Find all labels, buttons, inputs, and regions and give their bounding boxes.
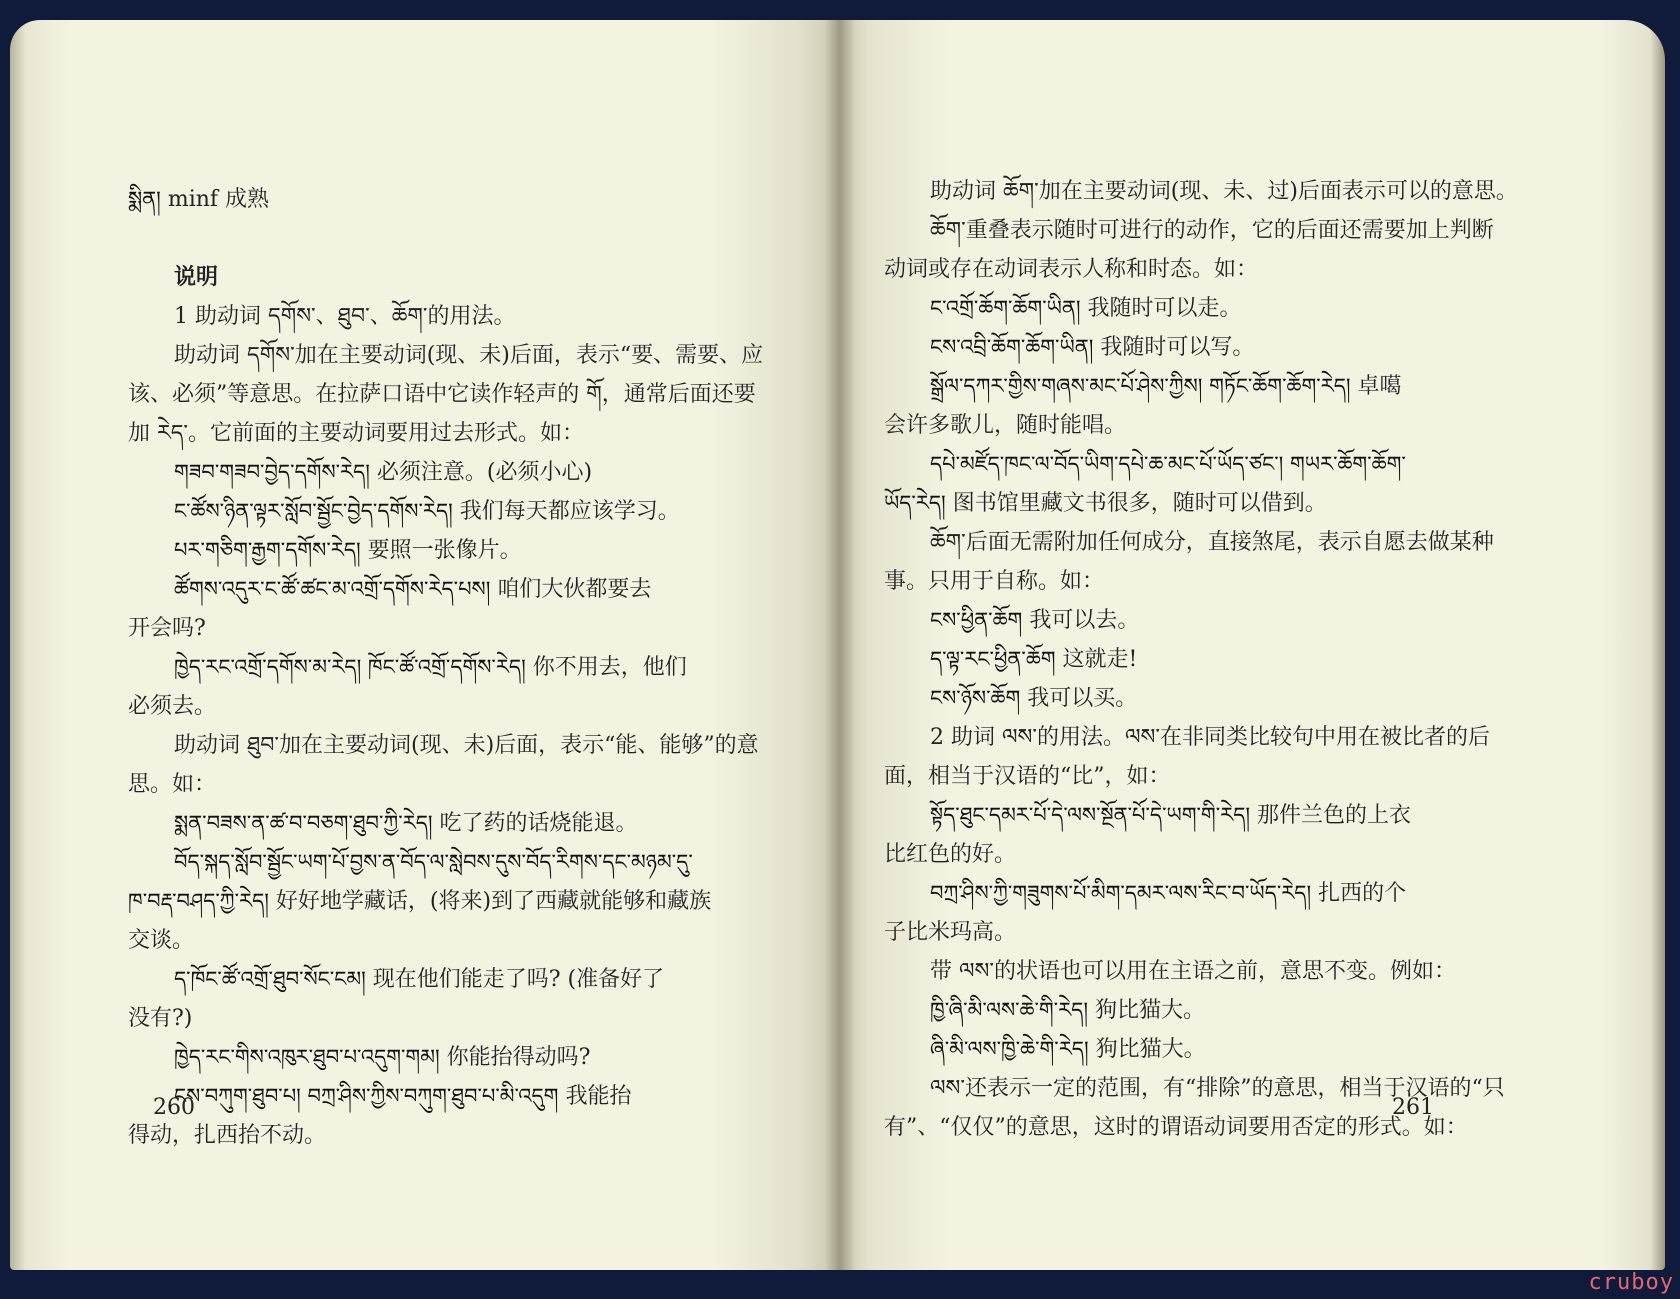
tibetan-text: ངས་བཀུག་ཐུབ་པ། བཀྲ་ཤིས་ཀྱིས་བཀུག་ཐུབ་པ་མི་འདུག — [174, 1084, 559, 1108]
chinese-text: 你不用去，他们 — [525, 655, 687, 680]
chinese-text: 扎西的个 — [1311, 881, 1407, 906]
right-page — [840, 20, 1665, 1270]
chinese-text: 卓噶 — [1350, 374, 1402, 399]
chinese-text: 助动词 དགོས་加在主要动词(现、未)后面，表示“要、需要、应 — [174, 343, 764, 368]
chinese-text: 图书馆里藏文书很多，随时可以借到。 — [945, 491, 1327, 516]
tibetan-text: ཁྱེད་རང་གིས་འཁུར་ཐུབ་པ་འདུག་གམ། — [174, 1045, 440, 1069]
chinese-text: minf 成熟 — [160, 187, 270, 212]
tibetan-text: ཁྱི་ཞི་མི་ལས་ཆེ་གི་རེད། — [930, 998, 1088, 1022]
right-page-text — [884, 172, 1544, 1147]
left-page-text — [128, 180, 798, 1155]
paragraph-line — [884, 1069, 1544, 1108]
chinese-text: 要照一张像片。 — [360, 538, 522, 563]
watermark: cruboy — [1588, 1270, 1674, 1295]
tibetan-text: ཁྱེད་རང་འགྲོ་དགོས་མ་རེད། ཁོང་ཚོ་འགྲོ་དགོས་རེད། — [174, 655, 526, 679]
page-number-left: 260 — [153, 1095, 195, 1120]
tibetan-text: ངས་ཉོས་ཆོག — [930, 686, 1021, 710]
example-line — [884, 484, 1544, 523]
chinese-text: 有”、“仅仅”的意思，这时的谓语动词要用否定的形式。如： — [884, 1115, 1468, 1140]
chinese-text: 该、必须”等意思。在拉萨口语中它读作轻声的 གོ，通常后面还要 — [128, 382, 756, 407]
example-line — [884, 601, 1544, 640]
chinese-text: 必须注意。(必须小心) — [369, 460, 593, 485]
tibetan-text: ང་འགྲོ་ཆོག་ཆོག་ཡིན། — [930, 296, 1081, 320]
chinese-text: 思。如： — [128, 772, 217, 797]
chinese-text: 狗比猫大。 — [1088, 1037, 1206, 1062]
chinese-text: 我可以去。 — [1022, 608, 1140, 633]
tibetan-text: གཟབ་གཟབ་བྱེད་དགོས་རེད། — [174, 460, 370, 484]
example-line — [128, 453, 798, 492]
chinese-text: 现在他们能走了吗? (准备好了 — [365, 967, 665, 992]
paragraph-line — [884, 211, 1544, 250]
example-line — [128, 843, 798, 882]
paragraph-line — [128, 414, 798, 453]
paragraph-line — [128, 726, 798, 765]
paragraph-line — [884, 523, 1544, 562]
left-page — [10, 20, 840, 1270]
tibetan-text: ཡོད་རེད། — [884, 491, 946, 515]
tibetan-text: ད་ལྟ་རང་ཕྱིན་ཆོག — [930, 647, 1056, 671]
page-number-right: 261 — [1392, 1095, 1434, 1120]
example-line — [884, 796, 1544, 835]
book-gutter — [825, 20, 855, 1270]
example-line — [884, 289, 1544, 328]
example-line — [884, 874, 1544, 913]
paragraph-line — [128, 765, 798, 804]
chinese-text: 好好地学藏话，(将来)到了西藏就能够和藏族 — [268, 889, 712, 914]
tibetan-text: སྨན་བཟས་ན་ཚ་བ་བཅག་ཐུབ་ཀྱི་རེད། — [174, 811, 433, 835]
chinese-text: 1 助动词 དགོས་、ཐུབ་、ཆོག་的用法。 — [174, 304, 516, 329]
chinese-text: 加 རེད་。它前面的主要动词要用过去形式。如： — [128, 421, 585, 446]
example-line — [884, 328, 1544, 367]
chinese-text: 比红色的好。 — [884, 842, 1017, 867]
section-heading — [128, 258, 798, 297]
example-continuation — [128, 1116, 798, 1155]
paragraph-line — [884, 172, 1544, 211]
heading-text: 说明 — [174, 264, 219, 290]
tibetan-text: ཁ་བརྡ་བཤད་ཀྱི་རེད། — [128, 889, 269, 913]
open-book — [10, 20, 1665, 1270]
chinese-text: 子比米玛高。 — [884, 920, 1017, 945]
tibetan-text: པར་གཅིག་རྒྱག་དགོས་རེད། — [174, 538, 361, 562]
chinese-text: 动词或存在动词表示人称和时态。如： — [884, 257, 1259, 282]
chinese-text: 事。只用于自称。如： — [884, 569, 1105, 594]
tibetan-text: དཔེ་མཛོད་ཁང་ལ་བོད་ཡིག་དཔེ་ཆ་མང་པོ་ཡོད་ཙང་། གཡར་ཆོག་ཆོག་ — [930, 452, 1406, 476]
chinese-text: 助动词 ཐུབ་加在主要动词(现、未)后面，表示“能、能够”的意 — [174, 733, 759, 758]
chinese-text: 你能抬得动吗? — [439, 1045, 591, 1070]
chinese-text: 我随时可以写。 — [1093, 335, 1255, 360]
tibetan-text: བཀྲ་ཤིས་ཀྱི་གཟུགས་པོ་མིག་དམར་ལས་རིང་བ་ཡོད་རེད། — [930, 881, 1312, 905]
tibetan-text: བོད་སྐད་སློབ་སྦྱོང་ཡག་པོ་བྱས་ན་བོད་ལ་སླེབས་དུས་བོད་རིགས་དང་མཉམ་དུ་ — [174, 850, 693, 874]
example-line — [128, 1038, 798, 1077]
chinese-text: 咱们大伙都要去 — [490, 577, 652, 602]
chinese-text: 必须去。 — [128, 694, 217, 719]
chinese-text: 那件兰色的上衣 — [1250, 803, 1412, 828]
example-line — [128, 1077, 798, 1116]
example-line — [884, 991, 1544, 1030]
paragraph-line — [884, 562, 1544, 601]
paragraph-line — [128, 297, 798, 336]
example-line — [884, 640, 1544, 679]
chinese-text: 狗比猫大。 — [1087, 998, 1205, 1023]
chinese-text: 得动，扎西抬不动。 — [128, 1123, 327, 1148]
chinese-text: 吃了药的话烧能退。 — [432, 811, 638, 836]
example-continuation — [128, 687, 798, 726]
chinese-text: ལས་还表示一定的范围，有“排除”的意思，相当于汉语的“只 — [930, 1076, 1505, 1101]
tibetan-text: སྟོད་ཐུང་དམར་པོ་དེ་ལས་སྔོན་པོ་དེ་ཡག་གི་རེད། — [930, 803, 1251, 827]
example-continuation — [884, 835, 1544, 874]
tibetan-text: ཞི་མི་ལས་ཁྱི་ཆེ་གི་རེད། — [930, 1037, 1089, 1061]
headword-line — [128, 180, 798, 219]
chinese-text: 2 助词 ལས་的用法。ལས་在非同类比较句中用在被比者的后 — [930, 725, 1490, 750]
paragraph-line — [884, 1108, 1544, 1147]
tibetan-text: སྨིན། — [128, 187, 161, 211]
chinese-text: 我随时可以走。 — [1080, 296, 1242, 321]
tibetan-text: ངས་འབྲི་ཆོག་ཆོག་ཡིན། — [930, 335, 1094, 359]
paragraph-line — [884, 718, 1544, 757]
example-continuation — [884, 913, 1544, 952]
tibetan-text: ད་ཁོང་ཚོ་འགྲོ་ཐུབ་སོང་ངམ། — [174, 967, 366, 991]
tibetan-text: ངས་ཕྱིན་ཆོག — [930, 608, 1023, 632]
chinese-text: 我们每天都应该学习。 — [452, 499, 680, 524]
chinese-text: 面，相当于汉语的“比”，如： — [884, 764, 1171, 789]
chinese-text: 开会吗? — [128, 616, 206, 641]
example-line — [128, 648, 798, 687]
tibetan-text: སྒྲོལ་དཀར་གྱིས་གཞས་མང་པོ་ཤེས་ཀྱིས། གཏོང་ཆོག་ཆོག་རེད། — [930, 374, 1351, 398]
paragraph-line — [128, 375, 798, 414]
chinese-text: ཆོག་后面无需附加任何成分，直接煞尾，表示自愿去做某种 — [930, 530, 1494, 555]
example-continuation — [884, 406, 1544, 445]
example-line — [884, 445, 1544, 484]
example-line — [884, 679, 1544, 718]
chinese-text: 我能抬 — [558, 1084, 632, 1109]
example-line — [884, 1030, 1544, 1069]
paragraph-line — [128, 336, 798, 375]
tibetan-text: ང་ཚོས་ཉིན་ལྟར་སློབ་སྦྱོང་བྱེད་དགོས་རེད། — [174, 499, 453, 523]
example-line — [128, 492, 798, 531]
paragraph-line — [884, 757, 1544, 796]
example-line — [884, 367, 1544, 406]
chinese-text: ཆོག་重叠表示随时可进行的动作，它的后面还需要加上判断 — [930, 218, 1494, 243]
example-continuation — [128, 999, 798, 1038]
example-continuation — [128, 921, 798, 960]
paragraph-line — [884, 952, 1544, 991]
blank-line — [128, 219, 798, 258]
example-line — [128, 804, 798, 843]
example-line — [128, 531, 798, 570]
chinese-text: 交谈。 — [128, 928, 195, 953]
example-line — [128, 960, 798, 999]
example-line — [128, 882, 798, 921]
example-continuation — [128, 609, 798, 648]
example-line — [128, 570, 798, 609]
chinese-text: 这就走! — [1055, 647, 1138, 672]
chinese-text: 助动词 ཆོག་加在主要动词(现、未、过)后面表示可以的意思。 — [930, 179, 1518, 204]
tibetan-text: ཚོགས་འདུར་ང་ཚོ་ཚང་མ་འགྲོ་དགོས་རེད་པས། — [174, 577, 491, 601]
chinese-text: 会许多歌儿，随时能唱。 — [884, 413, 1127, 438]
chinese-text: 没有?) — [128, 1006, 193, 1031]
chinese-text: 带 ལས་的状语也可以用在主语之前，意思不变。例如： — [930, 959, 1456, 984]
chinese-text: 我可以买。 — [1020, 686, 1138, 711]
paragraph-line — [884, 250, 1544, 289]
